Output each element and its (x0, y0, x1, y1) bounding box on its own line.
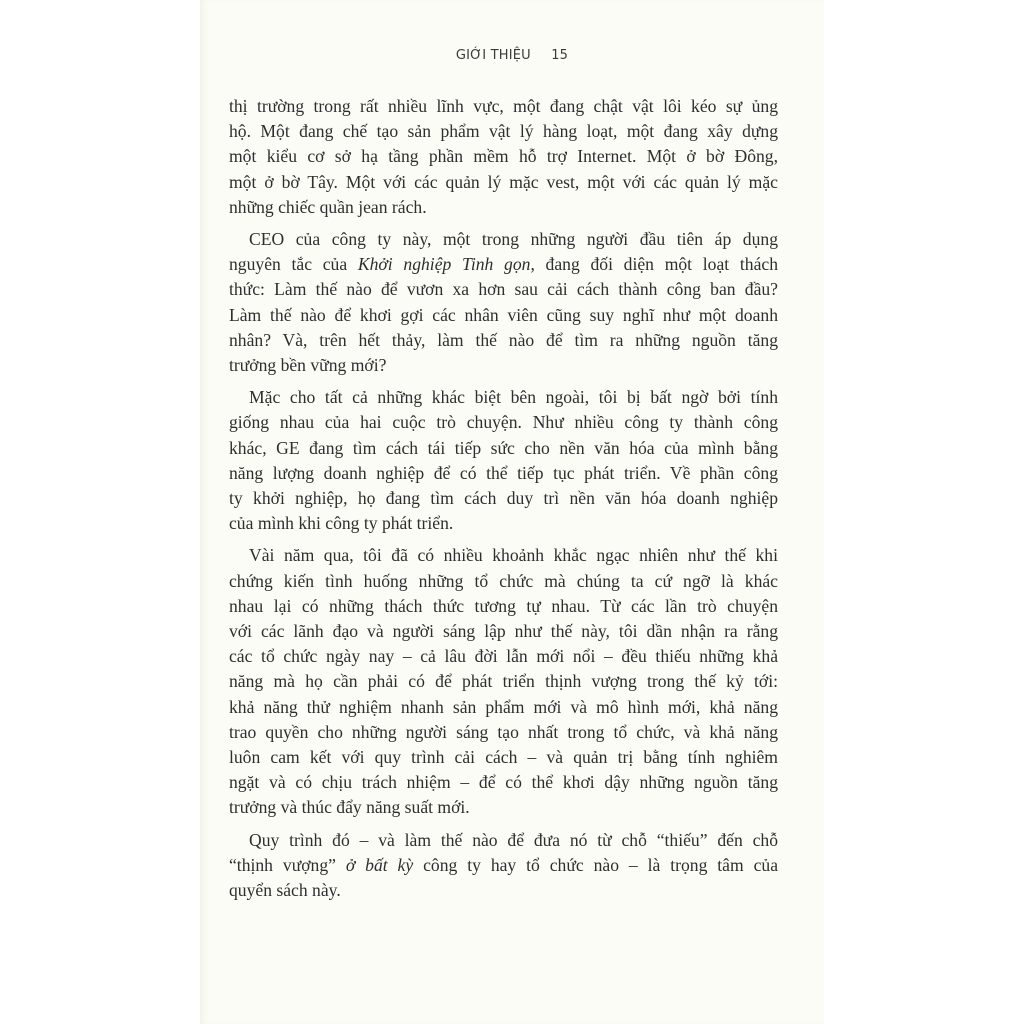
text-line: năng mà họ cần phải có để phát triển thịnh vượng trong thế kỷ tới: (229, 671, 778, 692)
text-line: chứng kiến tình huống những tổ chức mà chúng ta cứ ngỡ là khác (229, 570, 778, 591)
running-head (200, 48, 824, 63)
paragraph (229, 385, 778, 536)
text-line: của mình khi công ty phát triển. (229, 513, 454, 534)
text-line: nguyên tắc của Khởi nghiệp Tinh gọn, đang đối diện một loạt thách (229, 254, 778, 275)
page-number: 15 (551, 48, 569, 63)
text-line: năng lượng doanh nghiệp để có thể tiếp tục phát triển. Về phần công (229, 462, 778, 483)
text-line: Làm thế nào để khơi gợi các nhân viên cũng suy nghĩ như một doanh (229, 304, 778, 325)
text-line: thức: Làm thế nào để vươn xa hơn sau cải cách thành công ban đầu? (229, 279, 778, 300)
italic-text: Khởi nghiệp Tinh gọn (357, 254, 531, 275)
text-line: ngặt và có chịu trách nhiệm – để có thể khơi dậy những nguồn tăng (229, 772, 778, 793)
text-line: nhân? Và, trên hết thảy, làm thế nào để tìm ra những nguồn tăng (229, 329, 778, 350)
text-line: hộ. Một đang chế tạo sản phẩm vật lý hàng loạt, một đang xây dựng (229, 121, 778, 142)
text-line: ty khởi nghiệp, họ đang tìm cách duy trì nền văn hóa doanh nghiệp (229, 488, 778, 509)
text-line: một kiểu cơ sở hạ tầng phần mềm hỗ trợ Internet. Một ở bờ Đông, (229, 146, 778, 167)
text-line: nhau lại có những thách thức tương tự nhau. Từ các lần trò chuyện (229, 595, 778, 616)
text-line: các tổ chức ngày nay – cả lâu đời lẫn mới nổi – đều thiếu những khả (229, 646, 778, 667)
text-line: quyển sách này. (229, 880, 341, 901)
text-line: luôn cam kết với quy trình cải cách – và quản trị bằng tính nghiêm (229, 747, 778, 768)
text-line: một ở bờ Tây. Một với các quản lý mặc vest, một với các quản lý mặc (229, 171, 778, 192)
text-line: những chiếc quần jean rách. (229, 196, 427, 217)
text-line: trao quyền cho những người sáng tạo nhất trong tổ chức, và khả năng (229, 721, 778, 742)
text-line: với các lãnh đạo và người sáng lập như thế này, tôi dần nhận ra rằng (229, 621, 778, 642)
text-line: thị trường trong rất nhiều lĩnh vực, một đang chật vật lôi kéo sự ủng (229, 96, 778, 116)
chapter-title: GIỚI THIỆU (455, 48, 531, 63)
body-text (229, 94, 778, 910)
text-line: CEO của công ty này, một trong những người đầu tiên áp dụng (249, 229, 778, 250)
text-line: Mặc cho tất cả những khác biệt bên ngoài, tôi bị bất ngờ bởi tính (249, 387, 778, 408)
text-line: trưởng bền vững mới? (229, 355, 387, 376)
paragraph (229, 94, 778, 220)
italic-text: ở bất kỳ (345, 854, 414, 875)
paragraph (229, 227, 778, 378)
text-line: trưởng và thúc đẩy năng suất mới. (229, 797, 470, 818)
text-line: Vài năm qua, tôi đã có nhiều khoảnh khắc ngạc nhiên như thế khi (249, 545, 778, 566)
text-line: “thịnh vượng” ở bất kỳ công ty hay tổ chức nào – là trọng tâm của (229, 854, 779, 875)
book-page (200, 0, 824, 1024)
text-line: khác, GE đang tìm cách tái tiếp sức cho nền văn hóa của mình bằng (229, 437, 778, 458)
paragraph (229, 828, 778, 904)
text-line: Quy trình đó – và làm thế nào để đưa nó từ chỗ “thiếu” đến chỗ (249, 829, 778, 850)
paragraph (229, 543, 778, 820)
text-line: khả năng thử nghiệm nhanh sản phẩm mới và mô hình mới, khả năng (229, 696, 778, 717)
text-line: giống nhau của hai cuộc trò chuyện. Như nhiều công ty thành công (229, 412, 778, 433)
